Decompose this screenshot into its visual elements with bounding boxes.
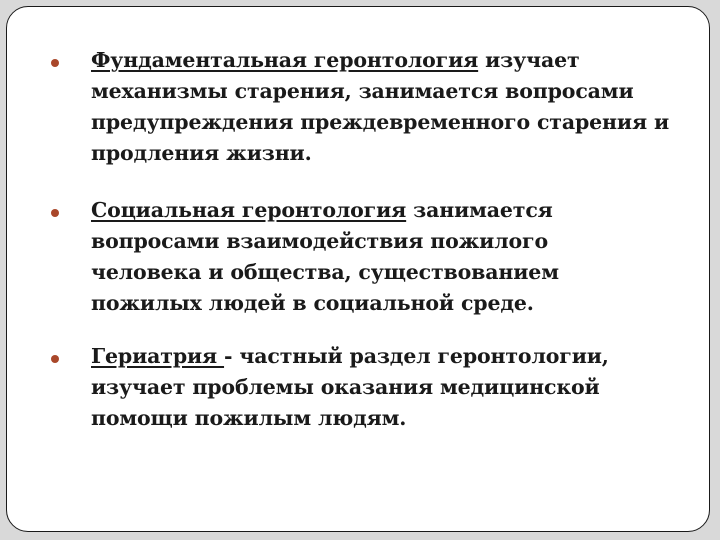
bullet-dot-icon bbox=[51, 355, 59, 363]
description: изучает механизмы старения, занимается вопросами предупреждения преждевременного старения и продления жизни. bbox=[91, 48, 670, 165]
term-fundamental-gerontology: Фундаментальная геронтология bbox=[91, 48, 479, 72]
term-social-gerontology: Социальная геронтология bbox=[91, 198, 407, 222]
bullet-text bbox=[91, 341, 651, 434]
bullet-text bbox=[91, 195, 591, 319]
description: - частный раздел геронтологии, изучает проблемы оказания медицинской помощи пожилым людям. bbox=[91, 344, 609, 430]
bullet-dot-icon bbox=[51, 209, 59, 217]
slide bbox=[6, 6, 710, 532]
description: занимается вопросами взаимодействия пожилого человека и общества, существованием пожилых людей в социальной среде. bbox=[91, 198, 559, 315]
term-geriatrics: Гериатрия bbox=[91, 344, 225, 368]
bullet-dot-icon bbox=[51, 59, 59, 67]
bullet-text bbox=[91, 45, 691, 169]
